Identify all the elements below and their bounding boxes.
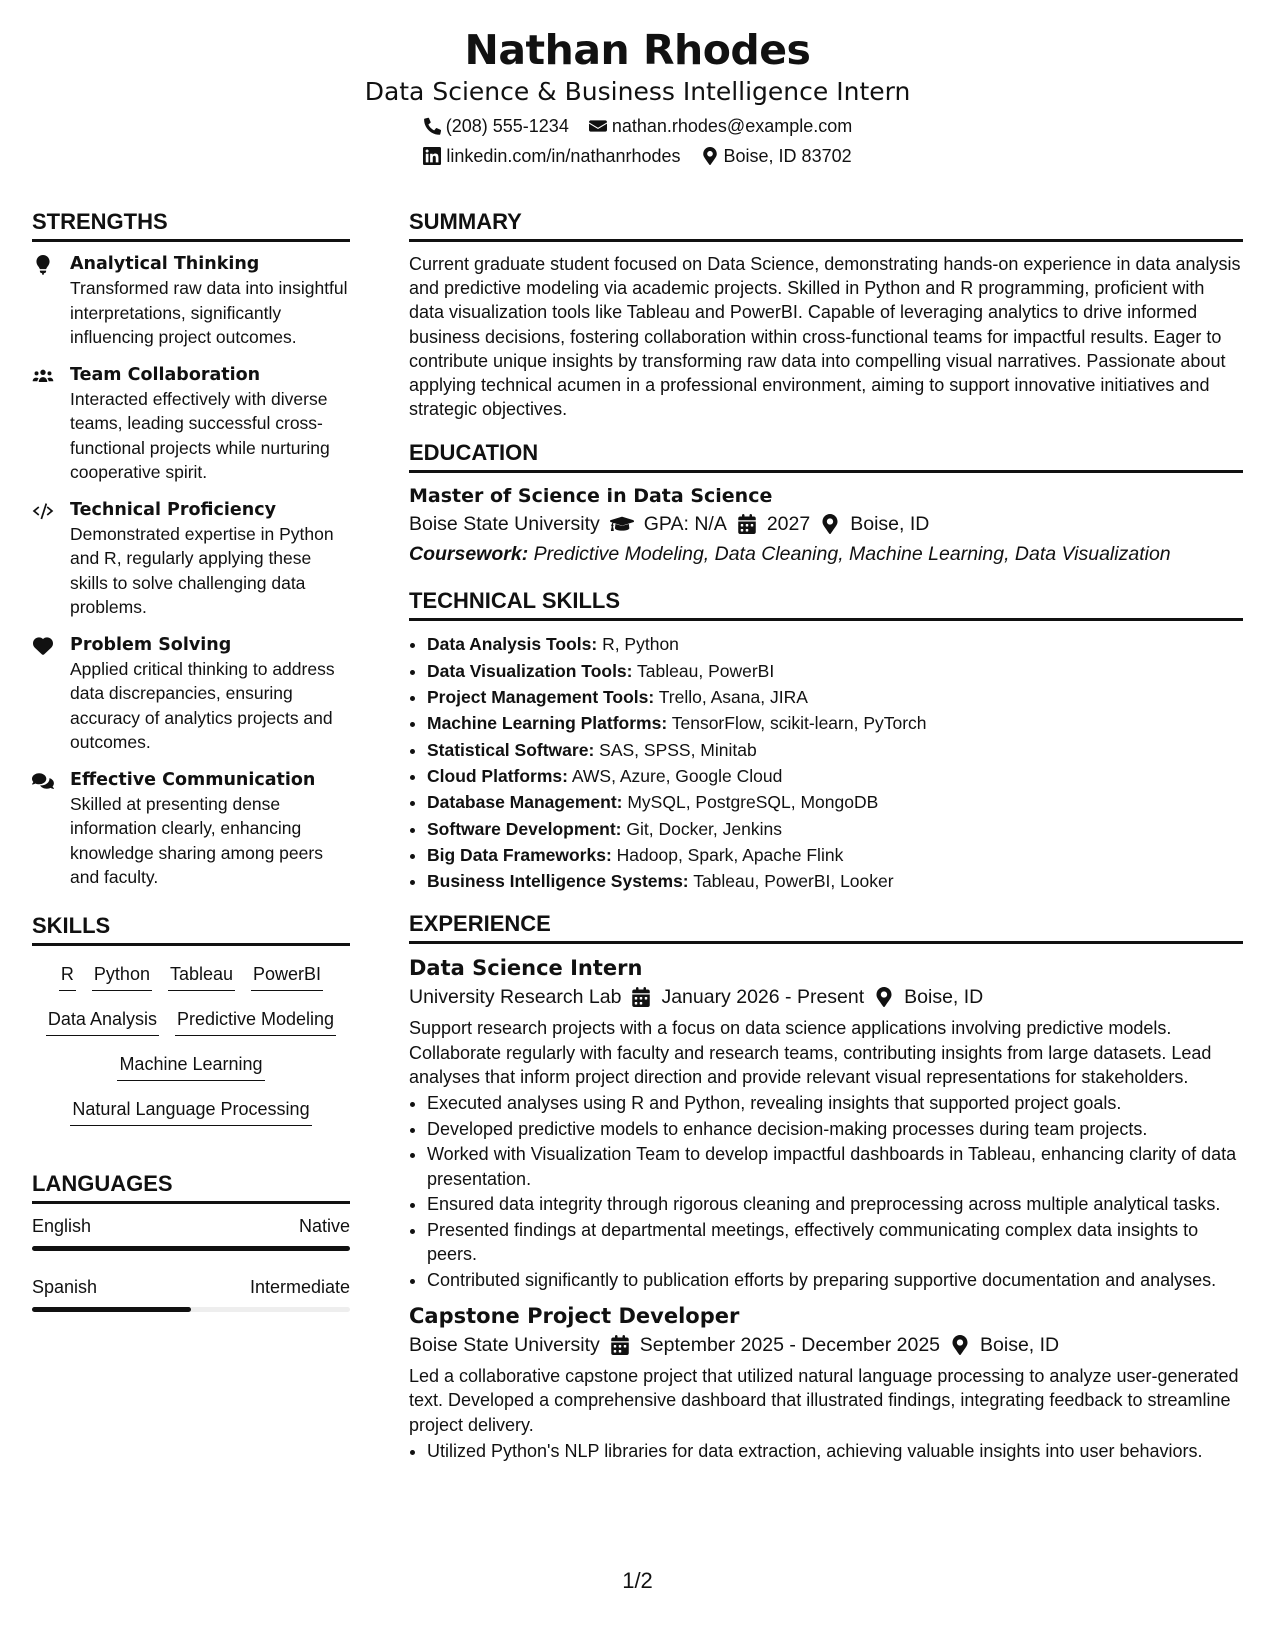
skill-category: Big Data Frameworks:: [427, 844, 612, 865]
strength-title: Team Collaboration: [70, 364, 261, 385]
candidate-name: Nathan Rhodes: [464, 26, 811, 74]
strength-item: [32, 633, 350, 755]
proficiency-fill: [32, 1246, 350, 1251]
skill-tag: Natural Language Processing: [70, 1095, 311, 1126]
language-name: Spanish: [32, 1276, 98, 1297]
skill-tag: Machine Learning: [117, 1050, 264, 1081]
education-heading: EDUCATION: [409, 439, 1243, 473]
job-bullet: • Utilized Python's NLP libraries for data extraction, achieving valuable insights into user behaviors.: [427, 1439, 1243, 1463]
school-name: Boise State University: [409, 513, 600, 536]
summary-heading: SUMMARY: [409, 208, 1243, 242]
education-meta: [409, 509, 1243, 539]
job-organization: Boise State University: [409, 1334, 600, 1357]
proficiency-fill: [32, 1307, 191, 1312]
coursework: [409, 539, 1243, 569]
job-meta: [409, 1330, 1243, 1360]
job-location: Boise, ID: [904, 986, 984, 1009]
graduation-cap-icon: [610, 514, 634, 534]
calendar-icon: [610, 1335, 630, 1355]
skill-values: SAS, SPSS, Minitab: [599, 739, 757, 760]
job-bullet: • Worked with Visualization Team to develop impactful dashboards in Tableau, enhancing clarity of data presentation.: [427, 1142, 1243, 1190]
strength-item: [32, 363, 350, 485]
calendar-icon: [737, 514, 757, 534]
skill-tag: R: [59, 960, 76, 991]
contact-linkedin: [423, 144, 680, 168]
page-number: 1/2: [622, 1568, 653, 1593]
job-bullet: • Contributed significantly to publication efforts by preparing supportive documentation and analyses.: [427, 1268, 1243, 1292]
resume-header: [0, 0, 1275, 168]
job-organization: University Research Lab: [409, 986, 622, 1009]
technical-skill-item: [427, 763, 1243, 789]
language-level: Intermediate: [249, 1276, 350, 1297]
experience-entry: [409, 954, 1243, 1292]
experience-heading: EXPERIENCE: [409, 910, 1243, 944]
strength-desc: Transformed raw data into insightful interpretations, significantly influencing project outcomes.: [70, 278, 348, 347]
skill-category: Machine Learning Platforms:: [427, 713, 668, 734]
job-description: Support research projects with a focus on data science applications involving predictive models. Collaborate regularly with faculty and research teams, contributing insights from large datasets. Lead analyses that inform project direction and provide relevant visual representations for stakeholders.: [409, 1018, 1212, 1087]
comments-icon: [32, 771, 54, 791]
skill-tag: Data Analysis: [46, 1005, 159, 1036]
skill-category: Database Management:: [427, 792, 623, 813]
email-link[interactable]: nathan.rhodes@example.com: [611, 116, 853, 136]
technical-skill-item: [427, 710, 1243, 736]
skill-values: Tableau, PowerBI, Looker: [693, 871, 894, 892]
skill-values: AWS, Azure, Google Cloud: [571, 765, 783, 786]
phone-icon: [423, 117, 441, 135]
skill-category: Statistical Software:: [427, 739, 595, 760]
skill-tag: Python: [92, 960, 152, 991]
coursework-list: Predictive Modeling, Data Cleaning, Machine Learning, Data Visualization: [533, 543, 1171, 566]
location-text: Boise, ID 83702: [723, 146, 852, 166]
skill-category: Project Management Tools:: [427, 687, 655, 708]
contact-phone: [423, 114, 569, 138]
contact-location: [701, 144, 852, 168]
language-row: [32, 1275, 350, 1299]
linkedin-link[interactable]: linkedin.com/in/nathanrhodes: [446, 146, 681, 166]
skills-tags: [32, 956, 350, 1126]
candidate-title: Data Science & Business Intelligence Intern: [364, 77, 911, 106]
strength-item: [32, 252, 350, 350]
experience-entry: [409, 1302, 1243, 1463]
degree-title: Master of Science in Data Science: [409, 485, 773, 508]
heart-icon: [32, 636, 54, 656]
technical-skill-item: [427, 737, 1243, 763]
skill-tag: PowerBI: [251, 960, 323, 991]
code-icon: [32, 501, 54, 521]
technical-skills-heading: TECHNICAL SKILLS: [409, 587, 1243, 621]
left-column: [32, 208, 350, 1336]
languages-heading: LANGUAGES: [32, 1170, 350, 1204]
job-title: Capstone Project Developer: [409, 1304, 740, 1329]
lightbulb-icon: [32, 255, 54, 275]
gpa-text: GPA: N/A: [643, 513, 727, 536]
job-description: Led a collaborative capstone project that utilized natural language processing to analyze user-generated text. Developed a comprehensive dashboard that illustrated findings, integrating feedback to streamline project delivery.: [409, 1366, 1239, 1435]
language-row: [32, 1214, 350, 1238]
skill-category: Data Analysis Tools:: [427, 634, 598, 655]
strength-desc: Demonstrated expertise in Python and R, regularly applying these skills to solve challenging data problems.: [70, 523, 334, 617]
job-dates: January 2026 - Present: [661, 986, 865, 1009]
map-pin-icon: [701, 147, 719, 165]
skill-tag: Tableau: [168, 960, 235, 991]
technical-skills-list: [409, 631, 1243, 894]
skill-category: Software Development:: [427, 818, 622, 839]
strength-title: Problem Solving: [70, 634, 232, 655]
strength-title: Effective Communication: [70, 769, 316, 790]
language-proficiency-bar: [32, 1246, 350, 1251]
job-meta: [409, 982, 1243, 1012]
skill-category: Cloud Platforms:: [427, 765, 568, 786]
skill-category: Business Intelligence Systems:: [427, 871, 689, 892]
technical-skill-item: [427, 842, 1243, 868]
calendar-icon: [631, 987, 651, 1007]
strengths-heading: STRENGTHS: [32, 208, 350, 242]
envelope-icon: [589, 117, 607, 135]
job-bullets: [409, 1439, 1243, 1463]
strength-desc: Skilled at presenting dense information clearly, enhancing knowledge sharing among peers and faculty.: [70, 793, 323, 887]
strength-item: [32, 498, 350, 620]
phone-text[interactable]: (208) 555-1234: [445, 116, 569, 136]
skill-category: Data Visualization Tools:: [427, 660, 633, 681]
skill-values: TensorFlow, scikit-learn, PyTorch: [671, 713, 927, 734]
technical-skill-item: [427, 631, 1243, 657]
skills-heading: SKILLS: [32, 912, 350, 946]
map-pin-icon: [820, 514, 840, 534]
coursework-label: Coursework:: [409, 543, 529, 566]
summary-text: Current graduate student focused on Data Science, demonstrating hands-on experience in data analysis and predictive modeling via academic projects. Skilled in Python and R programming, proficient with data visualization tools like Tableau and PowerBI. Capable of leveraging analytics to drive informed business decisions, fostering collaboration within cross-functional teams for impactful results. Eager to contribute unique insights by transforming raw data into compelling visual narratives. Passionate about applying technical acumen in a professional environment, aiming to support innovative initiatives and strategic objectives.: [409, 254, 1241, 420]
technical-skill-item: [427, 684, 1243, 710]
job-bullet: • Executed analyses using R and Python, revealing insights that supported project goals.: [427, 1091, 1243, 1115]
language-level: Native: [298, 1215, 350, 1236]
experience-list: [409, 954, 1243, 1463]
strength-item: [32, 768, 350, 890]
technical-skill-item: [427, 789, 1243, 815]
job-title: Data Science Intern: [409, 956, 643, 981]
job-dates: September 2025 - December 2025: [639, 1334, 941, 1357]
strength-title: Technical Proficiency: [70, 499, 276, 520]
language-proficiency-bar: [32, 1307, 350, 1312]
job-location: Boise, ID: [980, 1334, 1060, 1357]
map-pin-icon: [950, 1335, 970, 1355]
contact-email: [589, 114, 852, 138]
contact-row-1: [0, 114, 1275, 138]
right-column: [409, 208, 1243, 1473]
skill-tag: Predictive Modeling: [175, 1005, 336, 1036]
strength-desc: Interacted effectively with diverse teams, leading successful cross-functional projects while nurturing cooperative spirit.: [70, 388, 330, 482]
job-bullet: • Developed predictive models to enhance decision-making processes during team projects.: [427, 1117, 1243, 1141]
contact-row-2: [0, 144, 1275, 168]
technical-skill-item: [427, 868, 1243, 894]
technical-skill-item: [427, 816, 1243, 842]
job-bullet: • Presented findings at departmental meetings, effectively communicating complex data insights to peers.: [427, 1218, 1243, 1266]
skill-values: R, Python: [602, 634, 679, 655]
skill-values: Git, Docker, Jenkins: [626, 818, 782, 839]
linkedin-icon: [423, 147, 441, 165]
strength-title: Analytical Thinking: [70, 254, 260, 274]
skill-values: Hadoop, Spark, Apache Flink: [616, 844, 844, 865]
graduation-year: 2027: [766, 513, 811, 536]
technical-skill-item: [427, 658, 1243, 684]
language-name: English: [32, 1215, 92, 1236]
skill-values: MySQL, PostgreSQL, MongoDB: [627, 792, 879, 813]
strength-desc: Applied critical thinking to address data discrepancies, ensuring accuracy of analytics projects and outcomes.: [70, 658, 335, 752]
users-icon: [32, 366, 54, 386]
education-location: Boise, ID: [850, 513, 930, 536]
job-bullet: • Ensured data integrity through rigorous cleaning and preprocessing across multiple analytical tasks.: [427, 1192, 1243, 1216]
skill-values: Trello, Asana, JIRA: [658, 687, 808, 708]
skill-values: Tableau, PowerBI: [637, 660, 775, 681]
job-bullets: [409, 1091, 1243, 1292]
map-pin-icon: [874, 987, 894, 1007]
